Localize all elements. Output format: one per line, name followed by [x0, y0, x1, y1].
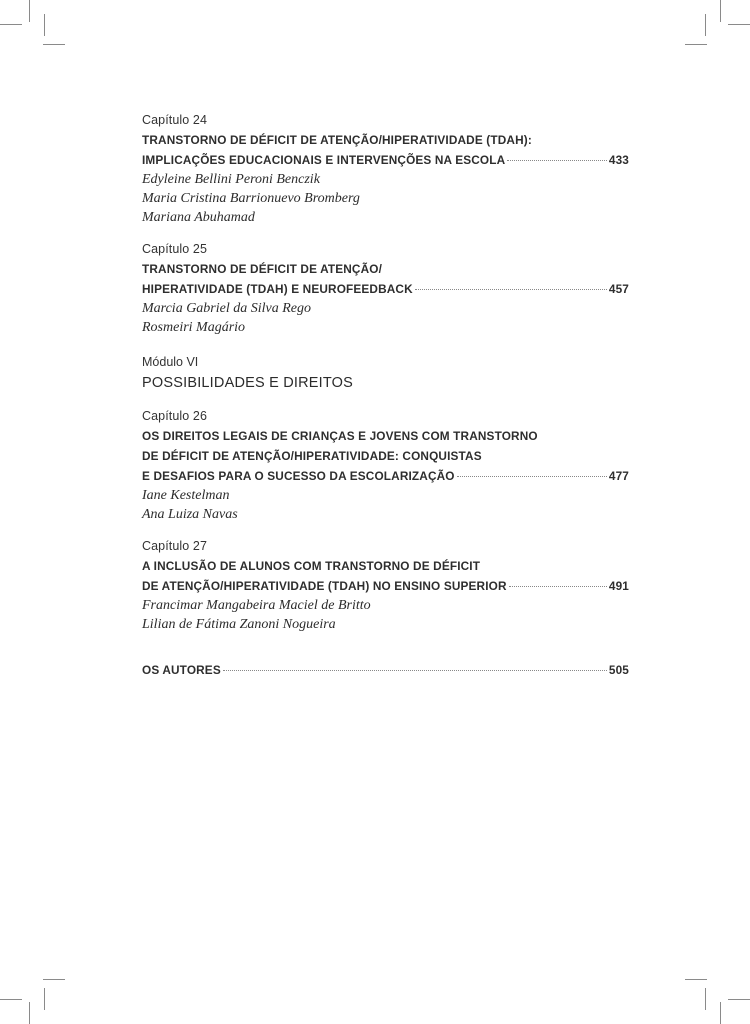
module-label: Módulo VI: [142, 355, 199, 369]
chapter-title-with-page[interactable]: [142, 279, 629, 299]
crop-mark: [720, 0, 721, 22]
dot-leader: [509, 586, 607, 587]
chapter-title-line: DE ATENÇÃO/HIPERATIVIDADE (TDAH) NO ENSINO SUPERIOR: [142, 579, 507, 593]
crop-mark: [29, 1002, 30, 1024]
chapter-title-with-page[interactable]: [142, 576, 629, 596]
page-number: 491: [608, 579, 629, 593]
crop-mark: [728, 24, 750, 25]
crop-mark: [720, 1002, 721, 1024]
toc-entry-chapter-24: [142, 111, 629, 227]
crop-mark: [44, 14, 45, 36]
dot-leader: [507, 160, 607, 161]
crop-mark: [0, 24, 22, 25]
page-number: 457: [608, 282, 629, 296]
crop-mark: [728, 999, 750, 1000]
author-name: Ana Luiza Navas: [142, 507, 238, 522]
crop-mark: [44, 988, 45, 1010]
author-name: Francimar Mangabeira Maciel de Britto: [142, 598, 371, 613]
chapter-label: Capítulo 25: [142, 242, 208, 256]
author-name: Rosmeiri Magário: [142, 320, 246, 335]
toc-entry-authors[interactable]: [142, 660, 629, 680]
crop-mark: [29, 0, 30, 22]
dot-leader: [457, 476, 607, 477]
page-number: 505: [608, 663, 629, 677]
toc-entry-chapter-25: [142, 240, 629, 337]
crop-mark: [705, 14, 706, 36]
author-name: Marcia Gabriel da Silva Rego: [142, 301, 312, 316]
chapter-title-line: E DESAFIOS PARA O SUCESSO DA ESCOLARIZAÇÃO: [142, 469, 455, 483]
crop-mark: [43, 979, 65, 980]
toc-entry-chapter-26: [142, 407, 629, 524]
chapter-label: Capítulo 27: [142, 539, 208, 553]
toc-entry-chapter-27: [142, 537, 629, 634]
chapter-title-with-page[interactable]: [142, 466, 629, 486]
table-of-contents: [142, 111, 629, 680]
module-title: POSSIBILIDADES E DIREITOS: [142, 375, 354, 391]
chapter-title-line: DE DÉFICIT DE ATENÇÃO/HIPERATIVIDADE: CONQUISTAS: [142, 449, 482, 463]
crop-mark: [705, 988, 706, 1010]
author-name: Iane Kestelman: [142, 488, 230, 503]
chapter-title-line: OS DIREITOS LEGAIS DE CRIANÇAS E JOVENS COM TRANSTORNO: [142, 429, 538, 443]
author-name: Mariana Abuhamad: [142, 210, 255, 225]
chapter-label: Capítulo 26: [142, 409, 208, 423]
chapter-title-line: TRANSTORNO DE DÉFICIT DE ATENÇÃO/HIPERATIVIDADE (TDAH):: [142, 133, 532, 147]
chapter-title-line: TRANSTORNO DE DÉFICIT DE ATENÇÃO/: [142, 262, 383, 276]
page-number: 433: [608, 153, 629, 167]
author-name: Edyleine Bellini Peroni Benczik: [142, 172, 320, 187]
crop-mark: [43, 44, 65, 45]
chapter-title-with-page[interactable]: [142, 150, 629, 170]
page-number: 477: [608, 469, 629, 483]
crop-mark: [685, 44, 707, 45]
chapter-title-line: A INCLUSÃO DE ALUNOS COM TRANSTORNO DE DÉFICIT: [142, 559, 481, 573]
dot-leader: [223, 670, 607, 671]
dot-leader: [415, 289, 607, 290]
crop-mark: [685, 979, 707, 980]
crop-mark: [0, 999, 22, 1000]
chapter-title-line: IMPLICAÇÕES EDUCACIONAIS E INTERVENÇÕES NA ESCOLA: [142, 153, 506, 167]
chapter-label: Capítulo 24: [142, 113, 208, 127]
chapter-title-line: HIPERATIVIDADE (TDAH) E NEUROFEEDBACK: [142, 282, 413, 296]
entry-title: OS AUTORES: [142, 663, 221, 677]
author-name: Maria Cristina Barrionuevo Bromberg: [142, 191, 360, 206]
author-name: Lilian de Fátima Zanoni Nogueira: [142, 617, 336, 632]
